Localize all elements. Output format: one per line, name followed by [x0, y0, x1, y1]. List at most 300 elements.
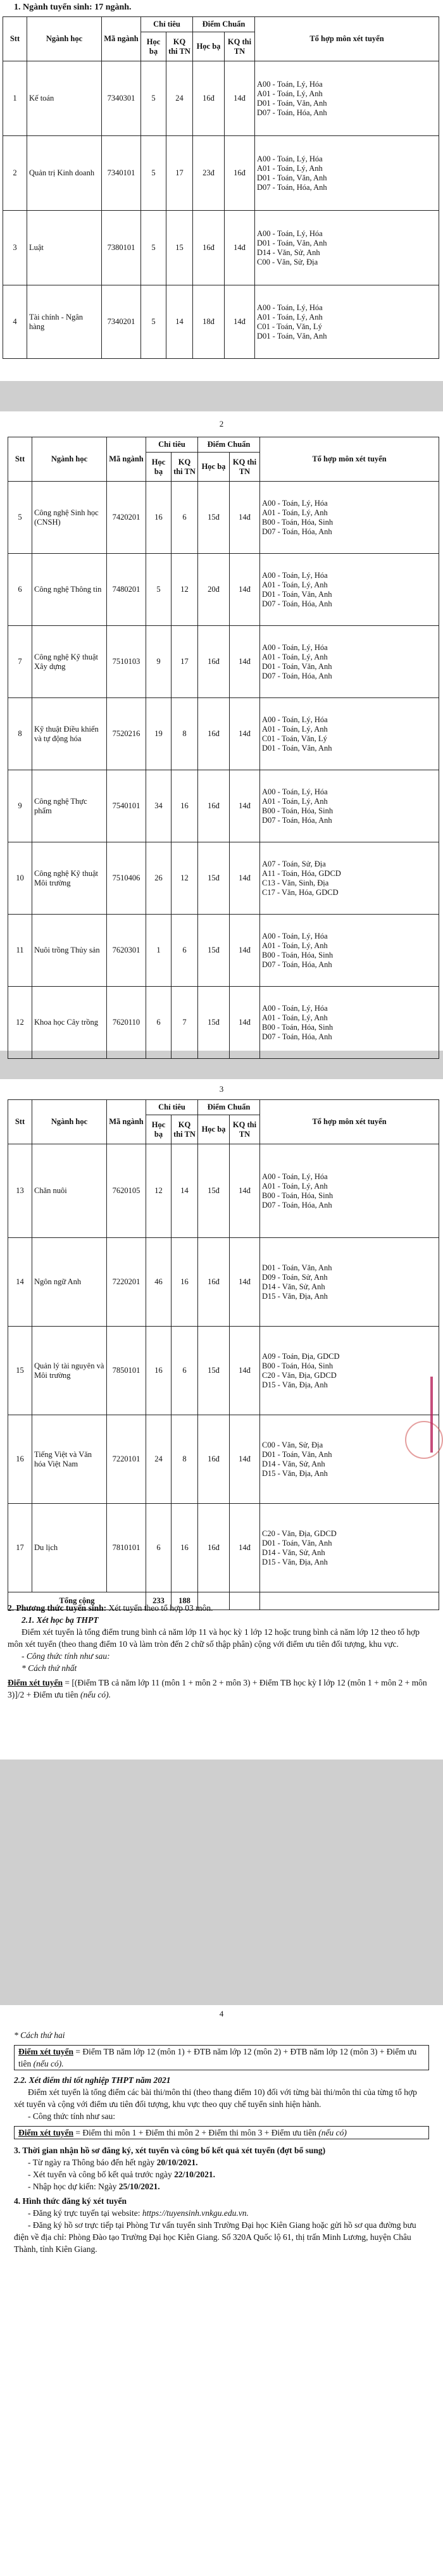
cell-major: Công nghệ Thực phẩm — [32, 770, 107, 842]
cell-code: 7540101 — [107, 770, 146, 842]
combo-item: A00 - Toán, Lý, Hóa — [257, 154, 323, 163]
cell-score-exam: 14đ — [230, 482, 260, 554]
cell-major: Chăn nuôi — [32, 1144, 107, 1238]
cell-code: 7340301 — [102, 61, 141, 136]
registration-online-text: - Đăng ký trực tuyến tại website: — [28, 2208, 142, 2218]
table-row — [8, 1144, 439, 1238]
page-4 — [0, 2005, 443, 2576]
combo-item: D01 - Toán, Văn, Anh — [257, 331, 327, 341]
combo-item: D01 - Toán, Văn, Anh — [257, 173, 327, 182]
cell-stt: 5 — [8, 482, 32, 554]
cell-quota-transcript: 5 — [141, 211, 166, 285]
cell-major: Kỹ thuật Điều khiển và tự động hóa — [32, 698, 107, 770]
combo-item: D07 - Toán, Hóa, Anh — [257, 108, 327, 117]
cell-quota-exam: 16 — [172, 770, 198, 842]
formula-tail: (nếu có) — [318, 2128, 347, 2137]
cell-score-exam: 14đ — [225, 211, 255, 285]
header-quota: Chỉ tiêu — [141, 17, 193, 32]
header-score-exam: KQ thi TN — [230, 453, 260, 482]
total-label: Tổng cộng — [8, 1592, 146, 1610]
cell-score-transcript: 15đ — [198, 482, 230, 554]
admission-table-3 — [8, 1099, 439, 1610]
formula-body: = [(Điểm TB cả năm lớp 11 (môn 1 + môn 2 + môn 3) + Điểm TB học kỳ I lớp 12 (môn 1 + môn 2 + môn 3)]/2 + Điểm ưu tiên — [8, 1678, 427, 1699]
handwritten-signature-mark — [430, 1377, 433, 1453]
cell-score-exam: 14đ — [230, 1144, 260, 1238]
cell-score-exam: 14đ — [230, 698, 260, 770]
cell-score-transcript: 15đ — [198, 915, 230, 987]
subsection-exam: 2.2. Xét điểm thi tốt nghiệp THPT năm 2021 — [14, 2075, 171, 2085]
section-heading-methods: 2. Phương thức tuyển sinh: — [8, 1603, 107, 1613]
page-2 — [0, 411, 443, 1051]
combo-item: A00 - Toán, Lý, Hóa — [257, 228, 323, 238]
header-quota-transcript: Học bạ — [146, 453, 172, 482]
table-row — [3, 211, 439, 285]
page-1 — [0, 0, 443, 381]
combo-item: B00 - Toán, Hóa, Sinh — [262, 517, 334, 527]
formula-two — [14, 2045, 429, 2070]
cell-score-exam: 14đ — [230, 1327, 260, 1415]
cell-score-transcript: 16đ — [198, 1238, 230, 1327]
cell-code: 7810101 — [107, 1504, 146, 1592]
cell-combos — [260, 842, 439, 915]
combo-item: D14 - Văn, Sử, Anh — [257, 247, 320, 257]
cell-combos — [255, 211, 439, 285]
cell-quota-exam: 14 — [172, 1144, 198, 1238]
header-stt: Stt — [3, 17, 27, 61]
combo-item: C20 - Văn, Địa, GDCD — [262, 1370, 337, 1380]
header-quota-transcript: Học bạ — [146, 1115, 172, 1144]
cell-quota-exam: 12 — [172, 554, 198, 626]
table-row — [8, 987, 439, 1059]
combo-item: A00 - Toán, Lý, Hóa — [262, 787, 328, 796]
cell-score-exam: 14đ — [230, 915, 260, 987]
total-quota-transcript: 233 — [146, 1592, 172, 1610]
cell-combos — [260, 770, 439, 842]
cell-code: 7510103 — [107, 626, 146, 698]
formula-label: Điểm xét tuyển — [8, 1678, 63, 1687]
cell-score-transcript: 15đ — [198, 842, 230, 915]
cell-code: 7220201 — [107, 1238, 146, 1327]
combo-item: D01 - Toán, Văn, Anh — [262, 1538, 332, 1547]
combo-item: D01 - Toán, Văn, Anh — [262, 661, 332, 671]
cell-quota-transcript: 16 — [146, 482, 172, 554]
formula-three — [14, 2126, 429, 2139]
table-row — [8, 1327, 439, 1415]
cell-stt: 11 — [8, 915, 32, 987]
cell-major: Quản lý tài nguyên và Môi trường — [32, 1327, 107, 1415]
table-row — [8, 554, 439, 626]
combo-item: A11 - Toán, Hóa, GDCD — [262, 868, 341, 878]
formula-intro: - Công thức tính như sau: — [22, 1651, 110, 1661]
cell-quota-transcript: 12 — [146, 1144, 172, 1238]
cell-combos — [260, 1327, 439, 1415]
combo-item: D15 - Văn, Địa, Anh — [262, 1380, 328, 1389]
methods-text: Xét tuyển theo tổ hợp 03 môn. — [106, 1603, 213, 1613]
page-number: 4 — [219, 2009, 224, 2018]
cell-combos — [255, 61, 439, 136]
schedule-text: - Xét tuyển và công bố kết quả trước ngày — [28, 2170, 175, 2179]
cell-quota-exam: 14 — [166, 285, 193, 359]
cell-major: Công nghệ Kỹ thuật Xây dựng — [32, 626, 107, 698]
registration-website-link[interactable]: https://tuyensinh.vnkgu.edu.vn. — [142, 2208, 249, 2218]
cell-combos — [260, 626, 439, 698]
cell-score-exam: 14đ — [230, 626, 260, 698]
combo-item: D07 - Toán, Hóa, Anh — [262, 527, 332, 536]
cell-quota-exam: 6 — [172, 915, 198, 987]
cell-code: 7620105 — [107, 1144, 146, 1238]
cell-combos — [260, 554, 439, 626]
formula-tail: (nếu có). — [33, 2059, 64, 2068]
combo-item: A00 - Toán, Lý, Hóa — [262, 642, 328, 652]
header-quota-exam: KQ thi TN — [166, 32, 193, 61]
cell-quota-transcript: 5 — [141, 61, 166, 136]
combo-item: A00 - Toán, Lý, Hóa — [262, 1172, 328, 1181]
combo-item: C01 - Toán, Văn, Lý — [257, 322, 322, 331]
combo-item: D01 - Toán, Văn, Anh — [257, 98, 327, 108]
cell-major: Công nghệ Kỹ thuật Môi trường — [32, 842, 107, 915]
combo-item: D14 - Văn, Sử, Anh — [262, 1547, 325, 1557]
cell-stt: 16 — [8, 1415, 32, 1504]
header-combos: Tổ hợp môn xét tuyển — [255, 17, 439, 61]
cell-quota-transcript: 24 — [146, 1415, 172, 1504]
cell-code: 7620301 — [107, 915, 146, 987]
header-quota-exam: KQ thi TN — [172, 453, 198, 482]
method-one-label: * Cách thứ nhất — [22, 1663, 77, 1673]
combo-item: D07 - Toán, Hóa, Anh — [262, 960, 332, 969]
combo-item: D09 - Toán, Sử, Anh — [262, 1272, 328, 1282]
cell-code: 7420201 — [107, 482, 146, 554]
table-row — [8, 1504, 439, 1592]
combo-item: D01 - Toán, Văn, Anh — [262, 589, 332, 599]
combo-item: A00 - Toán, Lý, Hóa — [262, 570, 328, 580]
registration-online — [28, 2207, 443, 2219]
registration-offline: - Đăng ký hồ sơ trực tiếp tại Phòng Tư vấn tuyển sinh Trường Đại học Kiên Giang hoặc gửi hồ sơ qua đường bưu điện về địa chỉ: Phòng Đào tạo Trường Đại học Kiên Giang. Số 320A Quốc lộ 61, thị trấn Minh Lương, huyện Châu Thành, tỉnh Kiên Giang. — [14, 2220, 416, 2254]
cell-combos — [260, 987, 439, 1059]
table-row — [8, 842, 439, 915]
cell-stt: 8 — [8, 698, 32, 770]
schedule-item — [28, 2168, 443, 2180]
cell-quota-transcript: 26 — [146, 842, 172, 915]
combo-item: C13 - Văn, Sinh, Địa — [262, 878, 329, 887]
combo-item: A00 - Toán, Lý, Hóa — [262, 931, 328, 941]
cell-major: Khoa học Cây trồng — [32, 987, 107, 1059]
combo-item: A01 - Toán, Lý, Anh — [262, 580, 328, 589]
combo-item: B00 - Toán, Hóa, Sinh — [262, 1022, 334, 1032]
combo-item: A01 - Toán, Lý, Anh — [257, 163, 323, 173]
combo-item: C17 - Văn, Hóa, GDCD — [262, 887, 339, 897]
combo-item: A01 - Toán, Lý, Anh — [262, 796, 328, 806]
combo-item: D14 - Văn, Sử, Anh — [262, 1282, 325, 1291]
cell-major: Du lịch — [32, 1504, 107, 1592]
red-stamp — [405, 1421, 443, 1459]
formula-tail: (nếu có). — [80, 1690, 111, 1699]
combo-item: A01 - Toán, Lý, Anh — [262, 1181, 328, 1191]
cell-major: Công nghệ Sinh học (CNSH) — [32, 482, 107, 554]
combo-item: B00 - Toán, Hóa, Sinh — [262, 950, 334, 960]
schedule-item — [28, 2180, 443, 2192]
cell-score-transcript: 16đ — [198, 626, 230, 698]
cell-stt: 9 — [8, 770, 32, 842]
combo-item: A01 - Toán, Lý, Anh — [262, 941, 328, 950]
cell-stt: 2 — [3, 136, 27, 211]
combo-item: A00 - Toán, Lý, Hóa — [257, 303, 323, 312]
header-quota: Chỉ tiêu — [146, 437, 198, 453]
cell-quota-transcript: 34 — [146, 770, 172, 842]
table-row — [3, 61, 439, 136]
header-combos: Tổ hợp môn xét tuyển — [260, 437, 439, 482]
header-code: Mã ngành — [107, 1100, 146, 1144]
cell-quota-transcript: 19 — [146, 698, 172, 770]
combo-item: D07 - Toán, Hóa, Anh — [262, 815, 332, 825]
cell-quota-exam: 17 — [166, 136, 193, 211]
combo-item: D15 - Văn, Địa, Anh — [262, 1291, 328, 1301]
combo-item: C00 - Văn, Sử, Địa — [257, 257, 318, 266]
header-major: Ngành học — [32, 437, 107, 482]
cell-code: 7380101 — [102, 211, 141, 285]
cell-major: Tiếng Việt và Văn hóa Việt Nam — [32, 1415, 107, 1504]
page-number: 3 — [219, 1084, 224, 1094]
table-row — [3, 285, 439, 359]
cell-quota-exam: 7 — [172, 987, 198, 1059]
cell-score-transcript: 16đ — [198, 1415, 230, 1504]
formula-label: Điểm xét tuyển — [18, 2047, 73, 2056]
combo-item: A07 - Toán, Sử, Địa — [262, 859, 326, 868]
header-quota: Chỉ tiêu — [146, 1100, 198, 1115]
header-score-transcript: Học bạ — [198, 453, 230, 482]
schedule-date: 25/10/2021. — [118, 2182, 160, 2191]
cell-score-exam: 16đ — [225, 136, 255, 211]
page-3 — [0, 1079, 443, 1760]
header-combos: Tổ hợp môn xét tuyển — [260, 1100, 439, 1144]
cell-quota-exam: 6 — [172, 1327, 198, 1415]
cell-score-transcript: 23đ — [193, 136, 225, 211]
cell-score-transcript: 15đ — [198, 1144, 230, 1238]
cell-major: Nuôi trồng Thủy sản — [32, 915, 107, 987]
cell-score-transcript: 16đ — [193, 61, 225, 136]
cell-combos — [260, 482, 439, 554]
cell-score-transcript: 16đ — [193, 211, 225, 285]
admission-table-1 — [3, 16, 439, 359]
cell-quota-transcript: 6 — [146, 987, 172, 1059]
cell-quota-transcript: 6 — [146, 1504, 172, 1592]
formula-body: = Điểm TB năm lớp 12 (môn 1) + ĐTB năm lớp 12 (môn 2) + ĐTB năm lớp 12 (môn 3) + Điểm ưu tiên — [18, 2047, 417, 2068]
cell-major: Công nghệ Thông tin — [32, 554, 107, 626]
combo-item: C20 - Văn, Địa, GDCD — [262, 1529, 337, 1538]
cell-code: 7340101 — [102, 136, 141, 211]
cell-combos — [260, 1144, 439, 1238]
cell-quota-transcript: 9 — [146, 626, 172, 698]
cell-quota-transcript: 46 — [146, 1238, 172, 1327]
cell-code: 7850101 — [107, 1327, 146, 1415]
cell-code: 7340201 — [102, 285, 141, 359]
cell-stt: 4 — [3, 285, 27, 359]
header-score-exam: KQ thi TN — [225, 32, 255, 61]
header-score: Điểm Chuẩn — [198, 437, 260, 453]
cell-score-exam: 14đ — [230, 842, 260, 915]
combo-item: A01 - Toán, Lý, Anh — [257, 312, 323, 322]
cell-stt: 14 — [8, 1238, 32, 1327]
cell-quota-transcript: 5 — [146, 554, 172, 626]
cell-score-transcript: 15đ — [198, 1327, 230, 1415]
combo-item: D01 - Toán, Văn, Anh — [262, 1263, 332, 1272]
admission-table-2 — [8, 437, 439, 1059]
header-code: Mã ngành — [107, 437, 146, 482]
cell-stt: 7 — [8, 626, 32, 698]
combo-item: A01 - Toán, Lý, Anh — [257, 89, 323, 98]
header-score-transcript: Học bạ — [193, 32, 225, 61]
cell-score-exam: 14đ — [230, 554, 260, 626]
cell-stt: 6 — [8, 554, 32, 626]
schedule-text: - Nhập học dự kiến: Ngày — [28, 2182, 119, 2191]
combo-item: D15 - Văn, Địa, Anh — [262, 1557, 328, 1566]
combo-item: A00 - Toán, Lý, Hóa — [257, 79, 323, 89]
combo-item: A01 - Toán, Lý, Anh — [262, 724, 328, 734]
combo-item: D01 - Toán, Văn, Anh — [257, 238, 327, 247]
cell-score-exam: 14đ — [225, 61, 255, 136]
cell-quota-exam: 8 — [172, 698, 198, 770]
cell-score-exam: 14đ — [225, 285, 255, 359]
combo-item: A01 - Toán, Lý, Anh — [262, 652, 328, 661]
header-code: Mã ngành — [102, 17, 141, 61]
header-stt: Stt — [8, 437, 32, 482]
cell-quota-transcript: 5 — [141, 136, 166, 211]
combo-item: C01 - Toán, Văn, Lý — [262, 734, 327, 743]
cell-quota-exam: 12 — [172, 842, 198, 915]
cell-score-exam: 14đ — [230, 770, 260, 842]
subsection-transcript: 2.1. Xét học bạ THPT — [22, 1615, 99, 1625]
combo-item: B00 - Toán, Hóa, Sinh — [262, 1191, 334, 1200]
method-two-label: * Cách thứ hai — [14, 2030, 65, 2040]
header-score: Điểm Chuẩn — [193, 17, 255, 32]
cell-major: Ngôn ngữ Anh — [32, 1238, 107, 1327]
cell-combos — [260, 1238, 439, 1327]
section-heading-schedule: 3. Thời gian nhận hồ sơ đăng ký, xét tuyển và công bố kết quả xét tuyển (đợt bổ sung) — [14, 2146, 326, 2155]
combo-item: D01 - Toán, Văn, Anh — [262, 743, 332, 753]
total-quota-exam: 188 — [172, 1592, 198, 1610]
cell-quota-transcript: 16 — [146, 1327, 172, 1415]
cell-quota-exam: 8 — [172, 1415, 198, 1504]
header-quota-exam: KQ thi TN — [172, 1115, 198, 1144]
formula-body: = Điểm thi môn 1 + Điểm thi môn 2 + Điểm thi môn 3 + Điểm ưu tiên — [73, 2128, 319, 2137]
section-heading-majors: 1. Ngành tuyển sinh: 17 ngành. — [14, 3, 132, 12]
admission-method-text — [8, 1602, 435, 1701]
table-row — [3, 136, 439, 211]
table-row — [8, 1415, 439, 1504]
combo-item: C00 - Văn, Sử, Địa — [262, 1440, 323, 1449]
combo-item: D15 - Văn, Địa, Anh — [262, 1468, 328, 1478]
cell-combos — [255, 136, 439, 211]
cell-stt: 10 — [8, 842, 32, 915]
cell-quota-exam: 16 — [172, 1238, 198, 1327]
schedule-date: 20/10/2021. — [156, 2158, 198, 2167]
formula-one — [8, 1677, 435, 1701]
cell-combos — [260, 915, 439, 987]
cell-combos — [260, 1504, 439, 1592]
table-row — [8, 915, 439, 987]
combo-item: D07 - Toán, Hóa, Anh — [257, 182, 327, 192]
cell-code: 7520216 — [107, 698, 146, 770]
exam-description: Điểm xét tuyển là tổng điểm các bài thi/môn thi (theo thang điểm 10) đối với từng bài thi/môn thi của từng tổ hợp xét tuyển và cộng với điểm ưu tiên đối tượng, khu vực theo quy chế tuyển sinh hiện hành. — [14, 2087, 417, 2109]
cell-stt: 1 — [3, 61, 27, 136]
cell-code: 7220101 — [107, 1415, 146, 1504]
header-quota-transcript: Học bạ — [141, 32, 166, 61]
cell-major: Tài chính - Ngân hàng — [27, 285, 102, 359]
schedule-item — [28, 2156, 443, 2168]
combo-item: D07 - Toán, Hóa, Anh — [262, 599, 332, 608]
cell-stt: 17 — [8, 1504, 32, 1592]
header-score-transcript: Học bạ — [198, 1115, 230, 1144]
cell-quota-exam: 15 — [166, 211, 193, 285]
combo-item: A09 - Toán, Địa, GDCD — [262, 1351, 340, 1361]
cell-combos — [255, 285, 439, 359]
cell-score-transcript: 16đ — [198, 770, 230, 842]
table-row — [8, 626, 439, 698]
cell-major: Luật — [27, 211, 102, 285]
cell-score-transcript: 16đ — [198, 698, 230, 770]
header-score: Điểm Chuẩn — [198, 1100, 260, 1115]
transcript-description: Điểm xét tuyển là tổng điểm trung bình cả năm lớp 11 và học kỳ 1 lớp 12 hoặc trung bình cả năm lớp 12 theo tổ hợp môn xét tuyển (theo thang điểm 10 và làm tròn đến 2 chữ số thập phân) cộng với điểm ưu tiên đối tượng, khu vực. — [8, 1627, 420, 1649]
formula-label: Điểm xét tuyển — [18, 2128, 73, 2137]
cell-major: Kế toán — [27, 61, 102, 136]
cell-quota-exam: 6 — [172, 482, 198, 554]
cell-quota-exam: 24 — [166, 61, 193, 136]
combo-item: D07 - Toán, Hóa, Anh — [262, 671, 332, 680]
combo-item: A01 - Toán, Lý, Anh — [262, 1013, 328, 1022]
cell-score-exam: 14đ — [230, 987, 260, 1059]
cell-quota-transcript: 1 — [146, 915, 172, 987]
combo-item: B00 - Toán, Hóa, Sinh — [262, 1361, 334, 1370]
combo-item: A01 - Toán, Lý, Anh — [262, 508, 328, 517]
header-major: Ngành học — [27, 17, 102, 61]
combo-item: A00 - Toán, Lý, Hóa — [262, 715, 328, 724]
combo-item: A00 - Toán, Lý, Hóa — [262, 1003, 328, 1013]
cell-quota-transcript: 5 — [141, 285, 166, 359]
combo-item: B00 - Toán, Hóa, Sinh — [262, 806, 334, 815]
cell-score-exam: 14đ — [230, 1415, 260, 1504]
cell-stt: 3 — [3, 211, 27, 285]
cell-score-transcript: 20đ — [198, 554, 230, 626]
formula-intro: - Công thức tính như sau: — [28, 2111, 115, 2121]
table-row — [8, 698, 439, 770]
cell-code: 7480201 — [107, 554, 146, 626]
page-number: 2 — [219, 419, 224, 428]
section-heading-registration: 4. Hình thức đăng ký xét tuyển — [14, 2196, 127, 2206]
cell-score-transcript: 16đ — [198, 1504, 230, 1592]
cell-code: 7510406 — [107, 842, 146, 915]
schedule-text: - Từ ngày ra Thông báo đến hết ngày — [28, 2158, 157, 2167]
cell-score-exam: 14đ — [230, 1504, 260, 1592]
table-row — [8, 1238, 439, 1327]
combo-item: D07 - Toán, Hóa, Anh — [262, 1032, 332, 1041]
combo-item: D14 - Văn, Sử, Anh — [262, 1459, 325, 1468]
header-score-exam: KQ thi TN — [230, 1115, 260, 1144]
header-stt: Stt — [8, 1100, 32, 1144]
cell-stt: 12 — [8, 987, 32, 1059]
cell-quota-exam: 16 — [172, 1504, 198, 1592]
cell-combos — [260, 698, 439, 770]
combo-item: A00 - Toán, Lý, Hóa — [262, 498, 328, 508]
combo-item: D07 - Toán, Hóa, Anh — [262, 1200, 332, 1210]
combo-item: D01 - Toán, Văn, Anh — [262, 1449, 332, 1459]
cell-code: 7620110 — [107, 987, 146, 1059]
table-row — [8, 482, 439, 554]
cell-score-transcript: 18đ — [193, 285, 225, 359]
schedule-date: 22/10/2021. — [174, 2170, 216, 2179]
cell-score-transcript: 15đ — [198, 987, 230, 1059]
cell-stt: 13 — [8, 1144, 32, 1238]
table-row — [8, 770, 439, 842]
cell-major: Quản trị Kinh doanh — [27, 136, 102, 211]
